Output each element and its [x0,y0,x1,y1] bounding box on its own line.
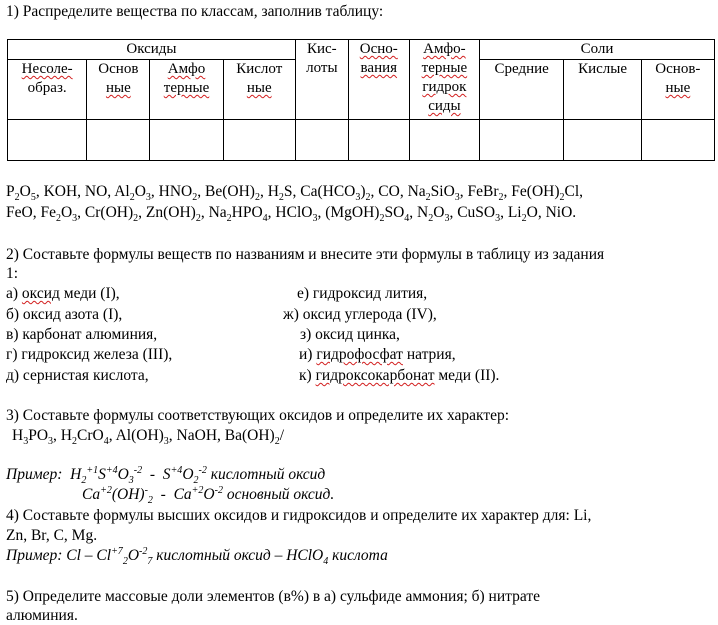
amphoteric-hydroxides-header: Амфо- терные гидрок сиды [409,40,479,120]
table-cell [295,120,348,161]
task2-item-g: ж) оксид углерода (IV), [283,306,437,323]
salt-medium-header: Средние [479,60,563,120]
task2-item-a: а) оксид меди (I), [6,285,120,302]
task2-heading-line-1: 2) Составьте формулы веществ по названиям и внесите эти формулы в таблицу из задания [6,246,605,263]
oxide-amphoteric-header: Амфо терные [150,60,223,120]
task3-heading: 3) Составьте формулы соответствующих оксидов и определите их характер: [6,407,510,424]
bases-header: Осно- вания [348,40,409,120]
task2-item-b: б) оксид азота (I), [6,306,123,323]
salt-acidic-header: Кислые [564,60,641,120]
task2-item-h: з) оксид цинка, [300,326,400,343]
task5-heading-line-1: 5) Определите массовые доли элементов (в%) в а) сульфиде аммония; б) нитрате [6,588,540,605]
task2-item-c: в) карбонат алюминия, [6,326,158,343]
oxide-acidic-header: Кислот ные [223,60,295,120]
table-cell [87,120,150,161]
task4-example: Пример: Cl – $Cl^{+7}_2O^{-2}_7$ кислотный оксид – HClO$_4$ кислота [6,545,388,568]
task4-heading-line-1: 4) Составьте формулы высших оксидов и гидроксидов и определите их характер для: Li, [6,507,592,524]
task2-heading-line-2: 1: [6,265,19,282]
task3-example-1: Пример: $H_2^{+1}S^{+4}O_3^{-2} - S^{+4}O_2^{-2}$ кислотный оксид [6,464,326,487]
task1-heading: 1) Распределите вещества по классам, заполнив таблицу: [6,3,384,20]
task2-item-d: г) гидроксид железа (III), [6,346,173,363]
table-cell [223,120,295,161]
table-cell [348,120,409,161]
salts-header: Соли [479,40,714,60]
oxide-nonsalt-header: Несоле- образ. [8,60,87,120]
task2-item-f: е) гидроксид лития, [297,285,428,302]
table-cell [641,120,714,161]
task5-heading-line-2: алюминия. [6,607,78,624]
task3-formulas: $H_3PO_3$, $H_2CrO_4$, $Al(OH)_3$, NaOH, $Ba(OH)_2/$ [12,427,284,448]
table-cell [409,120,479,161]
acids-header: Кис- лоты [295,40,348,120]
salt-basic-header: Основ- ные [641,60,714,120]
substances-line-2: FeO, $Fe_2O_3$, $Cr(OH)_2$, $Zn(OH)_2$, $Na_2HPO_4$, HClO$_3$, $(MgOH)_2SO_4$, $N_2O_3$, CuSO$_3$, $Li_2O$, NiO. [6,204,577,225]
substances-line-1: $P_2O_5$, KOH, NO, $Al_2O_3$, $HNO_2$, $Be(OH)_2$, $H_2S$, $Ca(HCO_3)_2$, CO, $Na_2SiO_3$, FeBr$_2$, $Fe(OH)_2Cl$, [6,183,584,204]
table-cell [150,120,223,161]
oxide-basic-header: Основ ные [87,60,150,120]
task2-item-e: д) сернистая кислота, [6,367,149,384]
task3-example-2: $Ca^{+2}(OH)^-_2 - Ca^{+2}O^{-2}$ основный оксид. [82,484,335,507]
task2-item-k: к) гидроксокарбонат меди (II). [299,367,500,384]
task2-item-i: и) гидрофосфат натрия, [299,346,456,363]
table-cell [564,120,641,161]
table-cell [8,120,87,161]
oxides-header: Оксиды [8,40,296,60]
classification-table [7,39,715,161]
table-cell [479,120,563,161]
task4-heading-line-2: Zn, Br, C, Mg. [6,527,98,544]
